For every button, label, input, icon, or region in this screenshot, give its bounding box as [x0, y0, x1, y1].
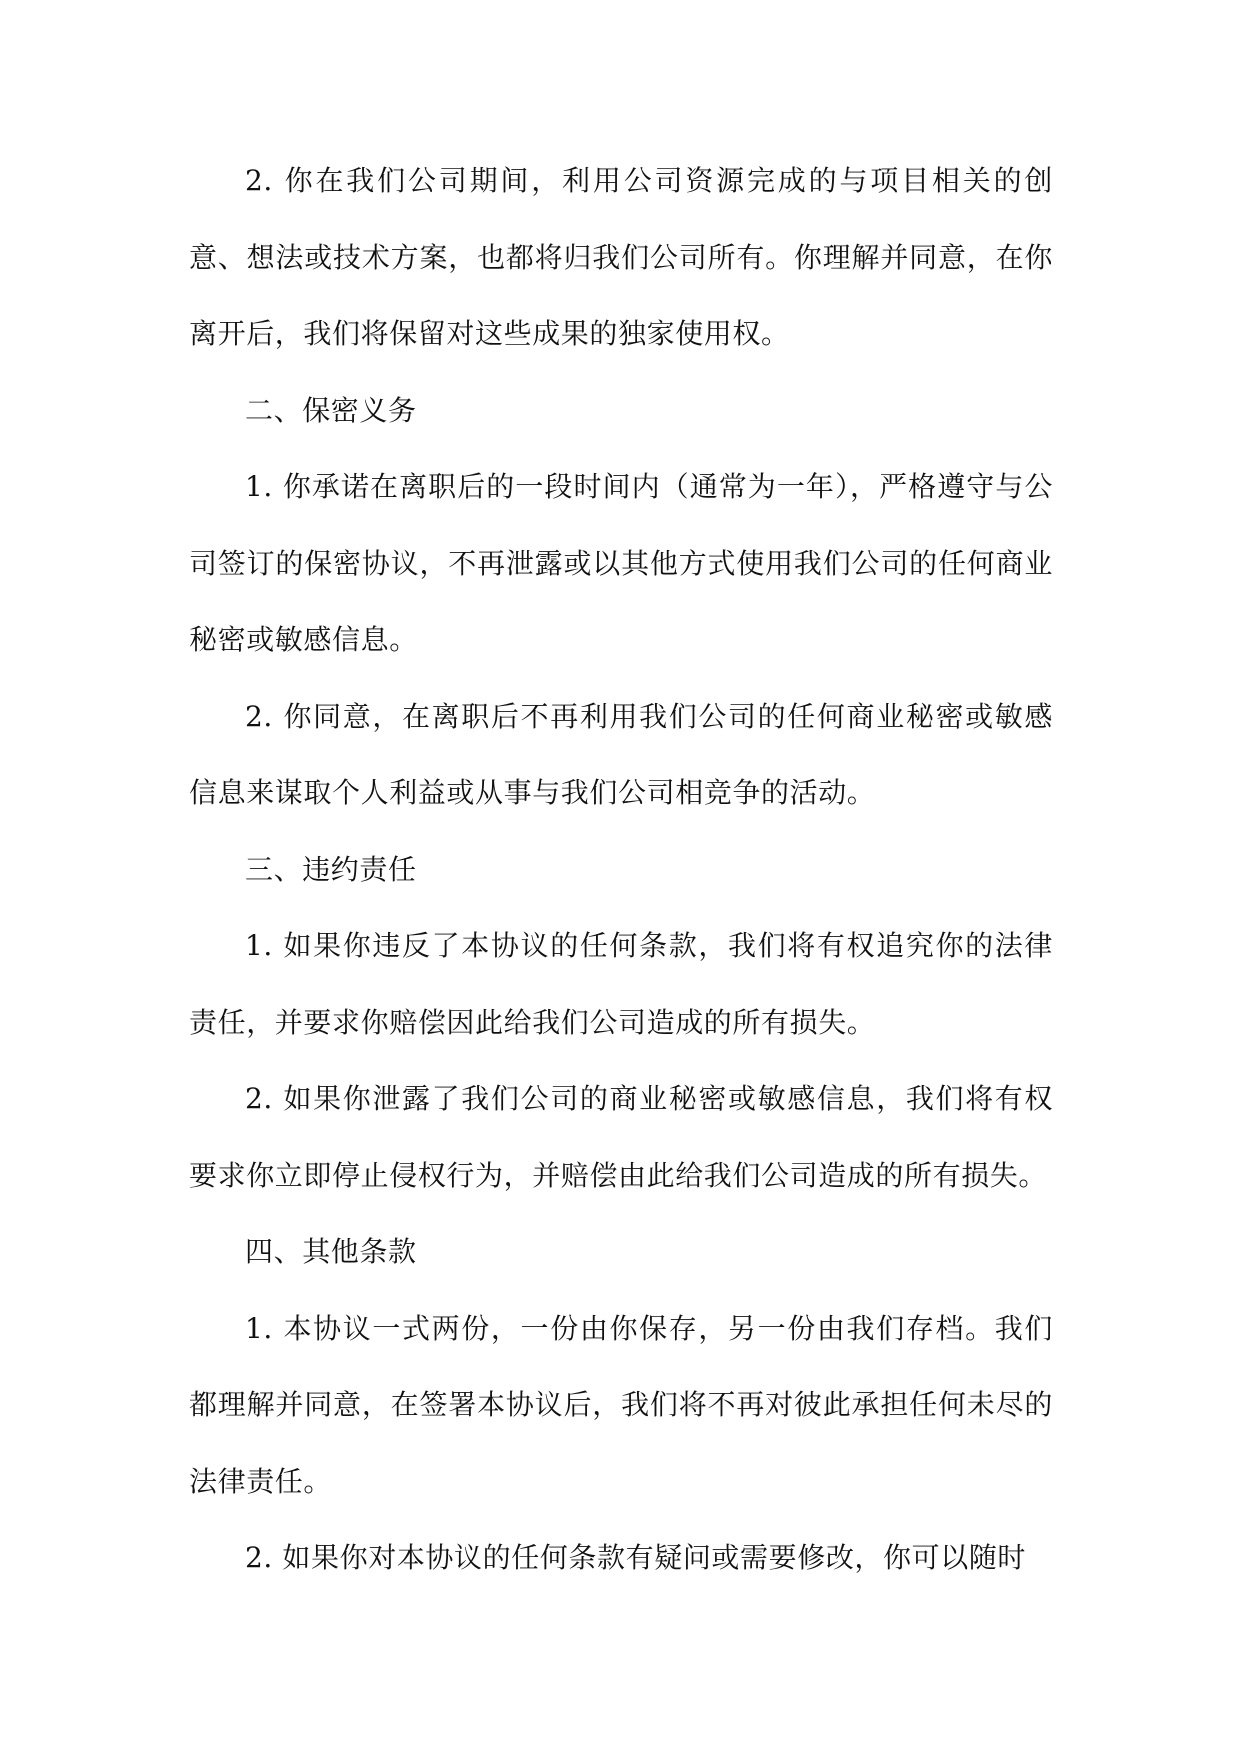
section-heading-other-terms: 四、其他条款: [245, 1235, 417, 1268]
paragraph-confidentiality-clause-2: 2. 你同意，在离职后不再利用我们公司的任何商业秘密或敏感信息来谋取个人利益或从事与我们公司相竞争的活动。: [189, 699, 1053, 809]
paragraph-liability-clause-1: 1. 如果你违反了本协议的任何条款，我们将有权追究你的法律责任，并要求你赔偿因此给我们公司造成的所有损失。: [189, 929, 1053, 1039]
paragraph-other-terms-clause-2: 2. 如果你对本协议的任何条款有疑问或需要修改，你可以随时: [245, 1541, 1027, 1574]
section-heading-liability: 三、违约责任: [245, 852, 417, 886]
paragraph-ip-clause-2: 2. 你在我们公司期间，利用公司资源完成的与项目相关的创意、想法或技术方案，也都将归我们公司所有。你理解并同意，在你离开后，我们将保留对这些成果的独家使用权。: [189, 164, 1053, 350]
paragraph-other-terms-clause-1: 1. 本协议一式两份，一份由你保存，另一份由我们存档。我们都理解并同意，在签署本协议后，我们将不再对彼此承担任何未尽的法律责任。: [189, 1311, 1053, 1498]
section-heading-confidentiality: 二、保密义务: [245, 393, 417, 427]
document-body: [189, 143, 1053, 1597]
paragraph-liability-clause-2: 2. 如果你泄露了我们公司的商业秘密或敏感信息，我们将有权要求你立即停止侵权行为，并赔偿由此给我们公司造成的所有损失。: [189, 1082, 1053, 1192]
paragraph-confidentiality-clause-1: 1. 你承诺在离职后的一段时间内（通常为一年），严格遵守与公司签订的保密协议，不再泄露或以其他方式使用我们公司的任何商业秘密或敏感信息。: [189, 470, 1053, 656]
